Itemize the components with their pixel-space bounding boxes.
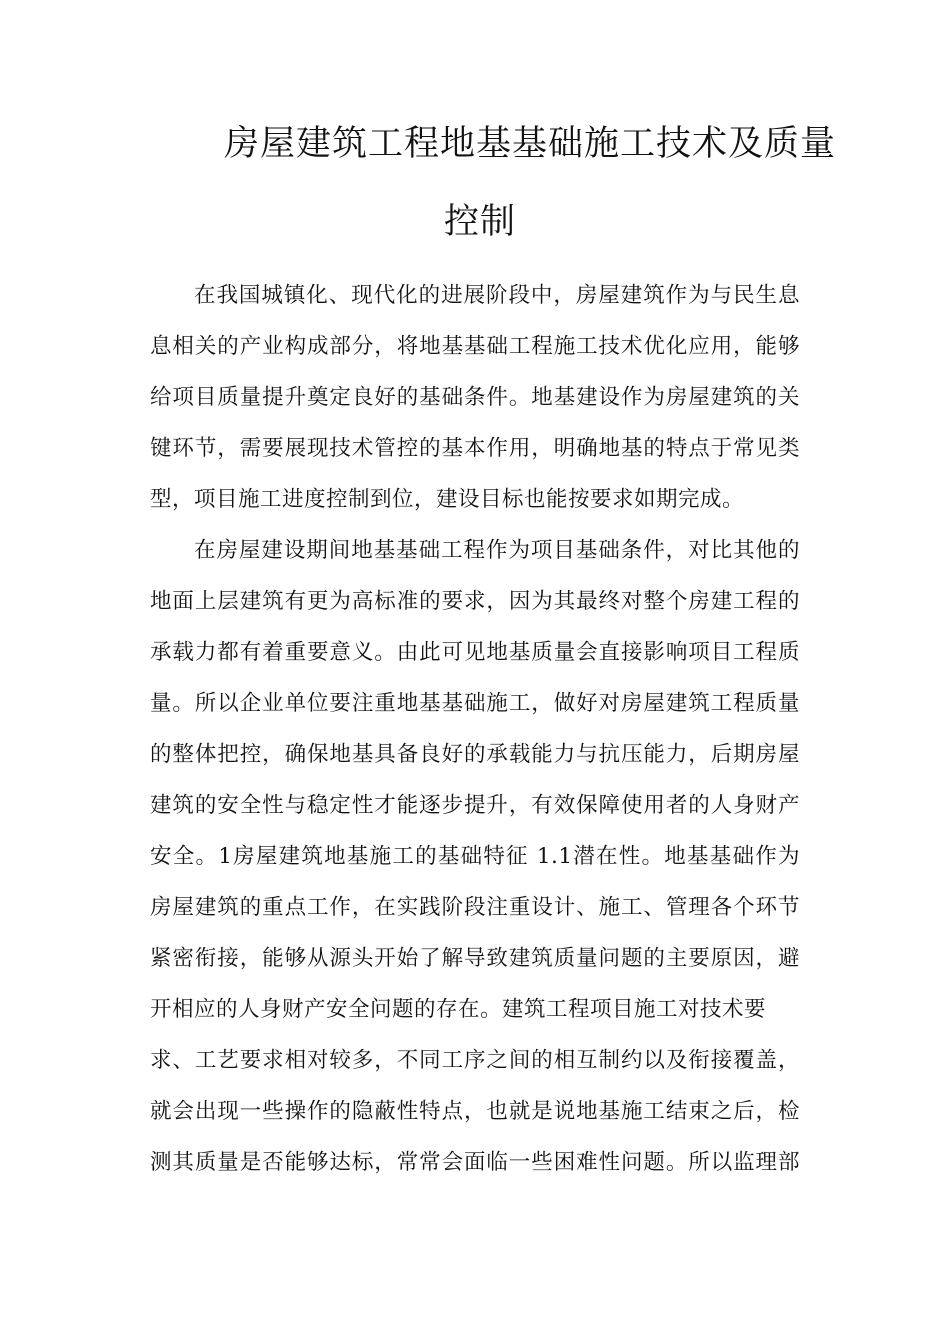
body-line: 地面上层建筑有更为高标准的要求，因为其最终对整个房建工程的 bbox=[150, 589, 800, 614]
body-line: 测其质量是否能够达标，常常会面临一些困难性问题。所以监理部 bbox=[150, 1150, 800, 1175]
body-line: 给项目质量提升奠定良好的基础条件。地基建设作为房屋建筑的关 bbox=[150, 385, 800, 410]
body-line: 房屋建筑的重点工作，在实践阶段注重设计、施工、管理各个环节 bbox=[150, 895, 800, 920]
body-line: 就会出现一些操作的隐蔽性特点，也就是说地基施工结束之后，检 bbox=[150, 1099, 800, 1124]
body-line: 建筑的安全性与稳定性才能逐步提升，有效保障使用者的人身财产 bbox=[150, 793, 800, 818]
document-title-line-1: 房屋建筑工程地基基础施工技术及质量 bbox=[224, 124, 837, 164]
body-line: 承载力都有着重要意义。由此可见地基质量会直接影响项目工程质 bbox=[150, 640, 800, 665]
document-title-line-2: 控制 bbox=[444, 202, 517, 242]
body-line: 开相应的人身财产安全问题的存在。建筑工程项目施工对技术要 bbox=[150, 997, 767, 1022]
body-line: 紧密衔接，能够从源头开始了解导致建筑质量问题的主要原因，避 bbox=[150, 946, 800, 971]
body-line: 求、工艺要求相对较多，不同工序之间的相互制约以及衔接覆盖， bbox=[150, 1048, 800, 1073]
body-line: 键环节，需要展现技术管控的基本作用，明确地基的特点于常见类 bbox=[150, 436, 800, 461]
body-line: 安全。1房屋建筑地基施工的基础特征 1.1潜在性。地基基础作为 bbox=[150, 844, 800, 869]
body-line: 在我国城镇化、现代化的进展阶段中，房屋建筑作为与民生息 bbox=[194, 283, 800, 308]
body-line: 在房屋建设期间地基基础工程作为项目基础条件，对比其他的 bbox=[194, 538, 800, 563]
body-line: 量。所以企业单位要注重地基基础施工，做好对房屋建筑工程质量 bbox=[150, 691, 800, 716]
body-line: 的整体把控，确保地基具备良好的承载能力与抗压能力，后期房屋 bbox=[150, 742, 800, 767]
body-line: 型，项目施工进度控制到位，建设目标也能按要求如期完成。 bbox=[150, 487, 745, 512]
body-line: 息相关的产业构成部分，将地基基础工程施工技术优化应用，能够 bbox=[150, 334, 800, 359]
